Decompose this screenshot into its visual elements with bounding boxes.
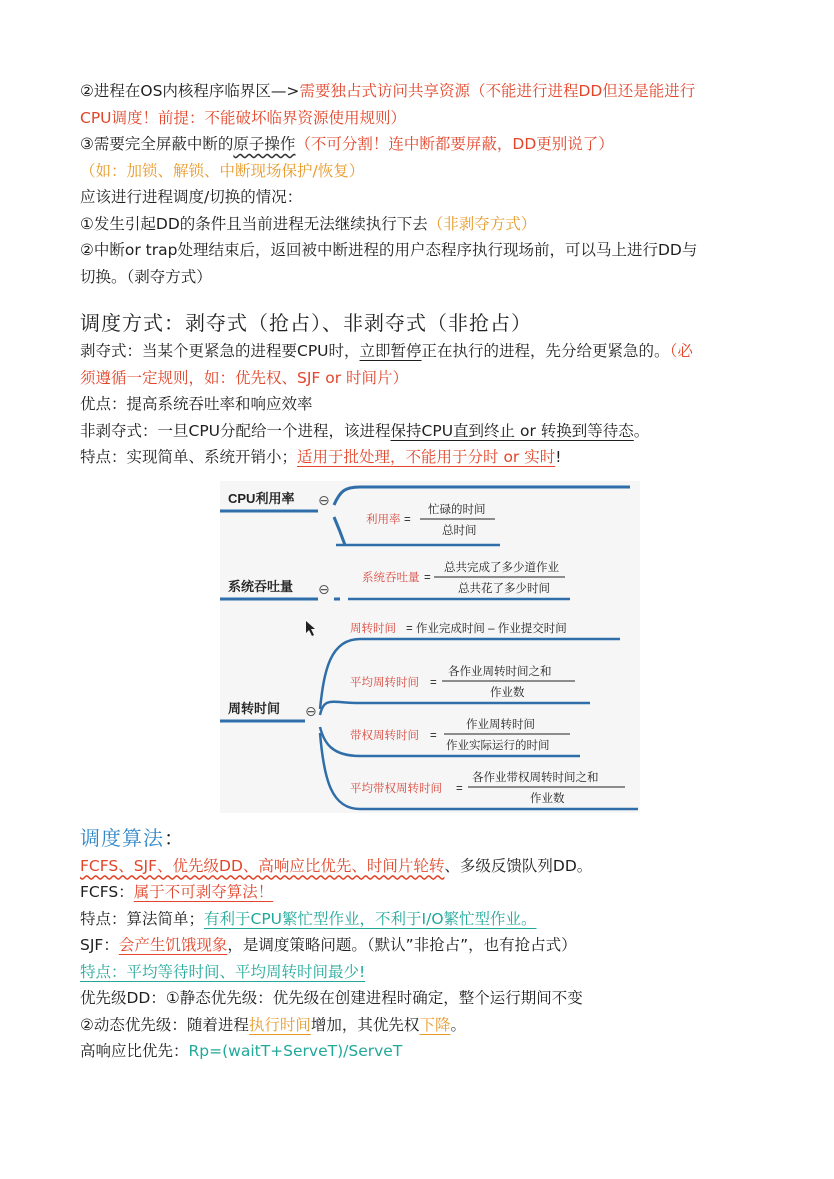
equals-sign: =	[430, 676, 437, 689]
highlight-text: 有利于CPU繁忙型作业，不利于I/O繁忙型作业。	[204, 909, 537, 928]
tat1-name: 周转时间	[350, 622, 396, 635]
tat3-denominator: 作业实际运行的时间	[446, 739, 550, 752]
text-span: 特点：实现简单、系统开销小；	[80, 448, 298, 466]
text-line	[80, 131, 760, 158]
thr-numerator: 总共完成了多少道作业	[444, 561, 559, 574]
text-line	[80, 853, 760, 880]
highlight-text: （必	[669, 342, 693, 360]
text-line	[80, 1038, 760, 1065]
cpu-utilization-label: CPU利用率	[228, 490, 295, 506]
highlight-text: FCFS、SJF、优先级DD、高响应比优先、时间片轮转	[80, 856, 445, 875]
section-heading: 调度方式：剥夺式（抢占）、非剥夺式（非抢占）	[80, 311, 532, 335]
text-span: 剥夺式：当某个更紧急的进程要CPU时，	[80, 342, 360, 360]
text-line: CPU调度！前提：不能破坏临界资源使用规则）	[80, 108, 407, 127]
underlined-term: 保持CPU直到终止 or 转换到等待态	[390, 421, 634, 440]
cpu-formula-name: 利用率	[366, 513, 401, 526]
tat2-denominator: 作业数	[490, 686, 525, 699]
thr-denominator: 总共花了多少时间	[458, 582, 550, 595]
equals-sign: =	[404, 513, 411, 526]
text-span: SJF：	[80, 936, 119, 954]
text-line	[80, 338, 760, 365]
equals-sign: =	[456, 782, 463, 795]
collapse-icon[interactable]: ⊖	[318, 492, 330, 509]
highlight-text: （不可分割！连中断都要屏蔽，DD更别说了）	[295, 135, 614, 153]
text-line: ②中断or trap处理结束后，返回被中断进程的用户态程序执行现场前，可以马上进行DD与	[80, 241, 698, 259]
text-span: FCFS：	[80, 883, 134, 901]
text-span: ②动态优先级：随着进程	[80, 1015, 249, 1034]
text-span: 。	[450, 1015, 466, 1034]
text-span: 、多级反馈队列DD。	[444, 856, 593, 875]
highlight-text: 执行时间	[248, 1015, 311, 1034]
text-span: ②进程在OS内核程序临界区—>	[80, 82, 300, 100]
underlined-term: 原子操作	[233, 135, 296, 153]
highlight-text: 下降	[419, 1015, 451, 1034]
underlined-term: 立即暂停	[359, 342, 422, 360]
tat2-name: 平均周转时间	[350, 676, 419, 689]
text-span: !	[555, 448, 562, 466]
text-span: 高响应比优先：	[80, 1042, 189, 1060]
text-line	[80, 444, 760, 471]
tat3-numerator: 作业周转时间	[466, 718, 535, 731]
text-span: ①发生引起DD的条件且当前进程无法继续执行下去	[80, 214, 428, 233]
equals-sign: =	[430, 729, 437, 742]
highlight-text: 需要独占式访问共享资源（不能进行进程DD但还是能进行	[299, 82, 696, 100]
tat4-denominator: 作业数	[530, 792, 565, 805]
text-span: 。	[633, 421, 650, 440]
collapse-icon[interactable]: ⊖	[305, 703, 317, 720]
text-span: ，是调度策略问题。（默认”非抢占”，也有抢占式）	[227, 936, 577, 954]
text-span: 增加，其优先权	[310, 1015, 420, 1034]
throughput-label: 系统吞吐量	[228, 578, 294, 594]
text-line: 切换。（剥夺方式）	[80, 267, 212, 286]
cpu-numerator: 忙碌的时间	[428, 503, 486, 516]
tat3-name: 带权周转时间	[350, 729, 419, 742]
text-line	[80, 211, 760, 238]
text-span: 非剥夺式：一旦CPU分配给一个进程，该进程	[80, 421, 391, 440]
highlight-text: 属于不可剥夺算法！	[133, 883, 274, 901]
collapse-icon[interactable]: ⊖	[318, 581, 330, 598]
highlight-text: 会产生饥饿现象	[118, 936, 228, 954]
turnaround-label: 周转时间	[228, 700, 281, 716]
text-line	[80, 932, 760, 959]
cpu-denominator: 总时间	[442, 524, 477, 537]
mindmap-diagram	[220, 481, 640, 813]
text-span: 正在执行的进程，先分给更紧急的。	[421, 342, 670, 360]
equals-sign: =	[424, 571, 431, 584]
text-line	[80, 78, 760, 105]
tat4-numerator: 各作业带权周转时间之和	[472, 771, 599, 784]
heading-colon: ：	[164, 825, 185, 850]
text-span: ③需要完全屏蔽中断的	[80, 135, 234, 153]
tat1-formula: = 作业完成时间 – 作业提交时间	[406, 622, 567, 635]
mindmap-svg	[220, 481, 640, 813]
text-line	[80, 906, 760, 933]
text-line	[80, 879, 760, 906]
text-line	[80, 959, 760, 986]
document-page	[80, 78, 760, 1065]
mindmap-background	[220, 481, 640, 813]
text-line	[80, 1012, 760, 1039]
section-heading	[80, 823, 760, 853]
text-line: （如：加锁、解锁、中断现场保护/恢复）	[80, 161, 365, 180]
text-line: 优点：提高系统吞吐率和响应效率	[80, 395, 313, 413]
text-line: 优先级DD：①静态优先级：优先级在创建进程时确定，整个运行期间不变	[80, 989, 583, 1007]
text-span: 特点：算法简单；	[80, 909, 205, 928]
section-heading-text: 调度算法	[80, 825, 164, 850]
text-line: 应该进行进程调度/切换的情况：	[80, 188, 303, 206]
text-line	[80, 418, 760, 445]
formula-text: Rp=(waitT+ServeT)/ServeT	[188, 1042, 403, 1060]
highlight-text: 适用于批处理，不能用于分时 or 实时	[297, 448, 556, 466]
highlight-text: 特点：平均等待时间、平均周转时间最少!	[80, 962, 366, 981]
highlight-text: （非剥夺方式）	[427, 214, 537, 233]
thr-formula-name: 系统吞吐量	[362, 571, 420, 584]
text-line: 须遵循一定规则，如：优先权、SJF or 时间片）	[80, 368, 409, 387]
tat2-numerator: 各作业周转时间之和	[448, 665, 552, 678]
tat4-name: 平均带权周转时间	[350, 782, 442, 795]
